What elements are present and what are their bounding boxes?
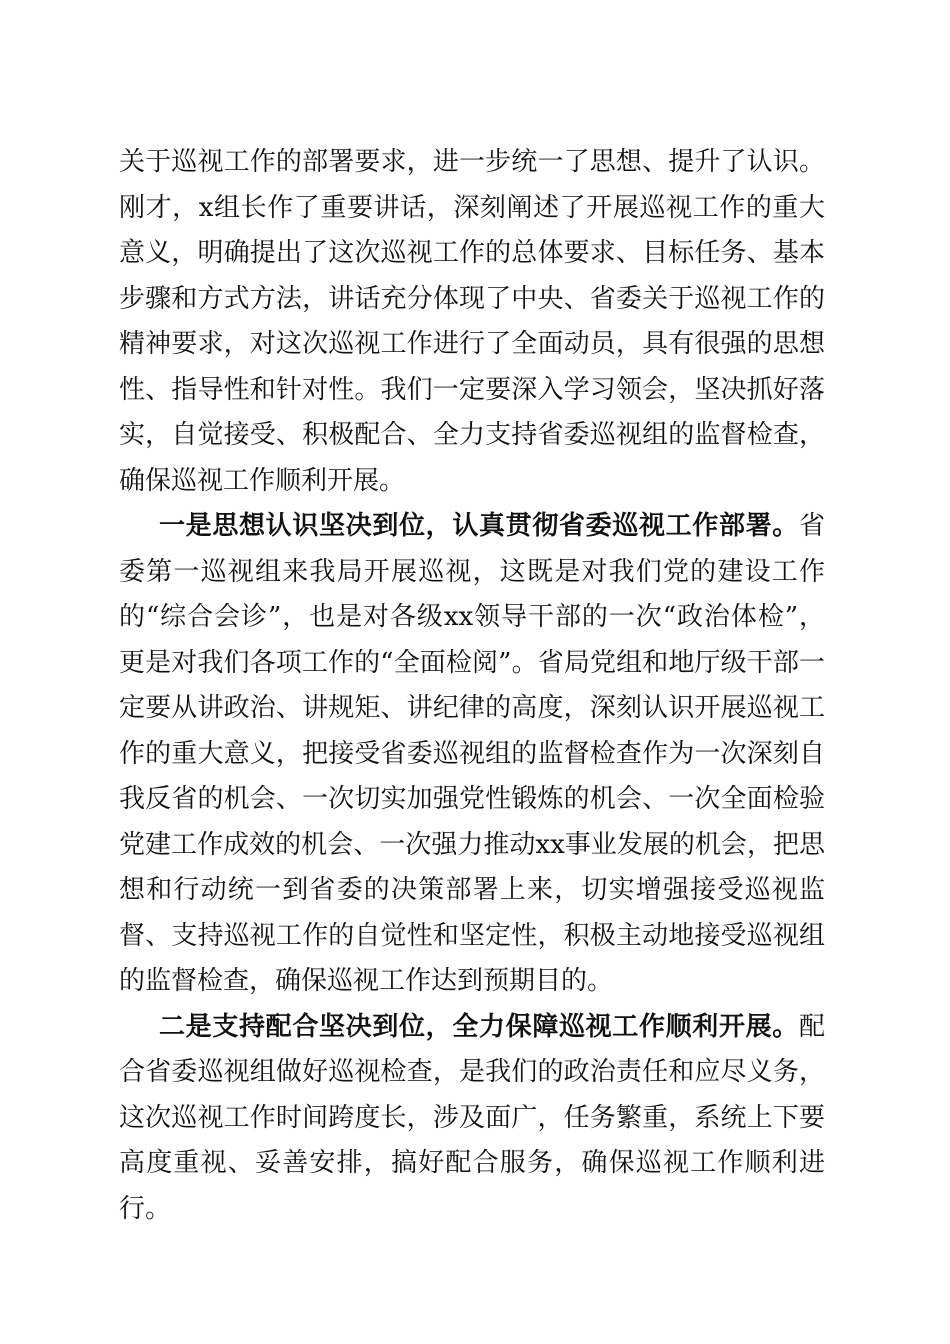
paragraph-text: 关于巡视工作的部署要求，进一步统一了思想、提升了认识。刚才，x组长作了重要讲话，深刻阐述了开展巡视工作的重大意义，明确提出了这次巡视工作的总体要求、目标任务、基本步骤和方式方法，讲话充分体现了中央、省委关于巡视工作的精神要求，对这次巡视工作进行了全面动员，具有很强的思想性、指导性和针对性。我们一定要深入学习领会，坚决抓好落实，自觉接受、积极配合、全力支持省委巡视组的监督检查，确保巡视工作顺利开展。 [119,147,825,496]
paragraph-continued [119,140,825,504]
paragraph-heading: 一是思想认识坚决到位，认真贯彻省委巡视工作部署。 [159,511,799,541]
document-page [119,140,825,1232]
paragraph-point-two [119,1005,825,1233]
paragraph-heading: 二是支持配合坚决到位，全力保障巡视工作顺利开展。 [159,1011,799,1042]
paragraph-text: 省委第一巡视组来我局开展巡视，这既是对我们党的建设工作的“综合会诊”，也是对各级xx领导干部的一次“政治体检”，更是对我们各项工作的“全面检阅”。省局党组和地厅级干部一定要从讲政治、讲规矩、讲纪律的高度，深刻认识开展巡视工作的重大意义，把接受省委巡视组的监督检查作为一次深刻自我反省的机会、一次切实加强党性锻炼的机会、一次全面检验党建工作成效的机会、一次强力推动xx事业发展的机会，把思想和行动统一到省委的决策部署上来，切实增强接受巡视监督、支持巡视工作的自觉性和坚定性，积极主动地接受巡视组的监督检查，确保巡视工作达到预期目的。 [119,511,825,996]
paragraph-point-one [119,504,825,1005]
paragraph-text: 配合省委巡视组做好巡视检查，是我们的政治责任和应尽义务，这次巡视工作时间跨度长，涉及面广，任务繁重，系统上下要高度重视、妥善安排，搞好配合服务，确保巡视工作顺利进行。 [119,1011,825,1224]
